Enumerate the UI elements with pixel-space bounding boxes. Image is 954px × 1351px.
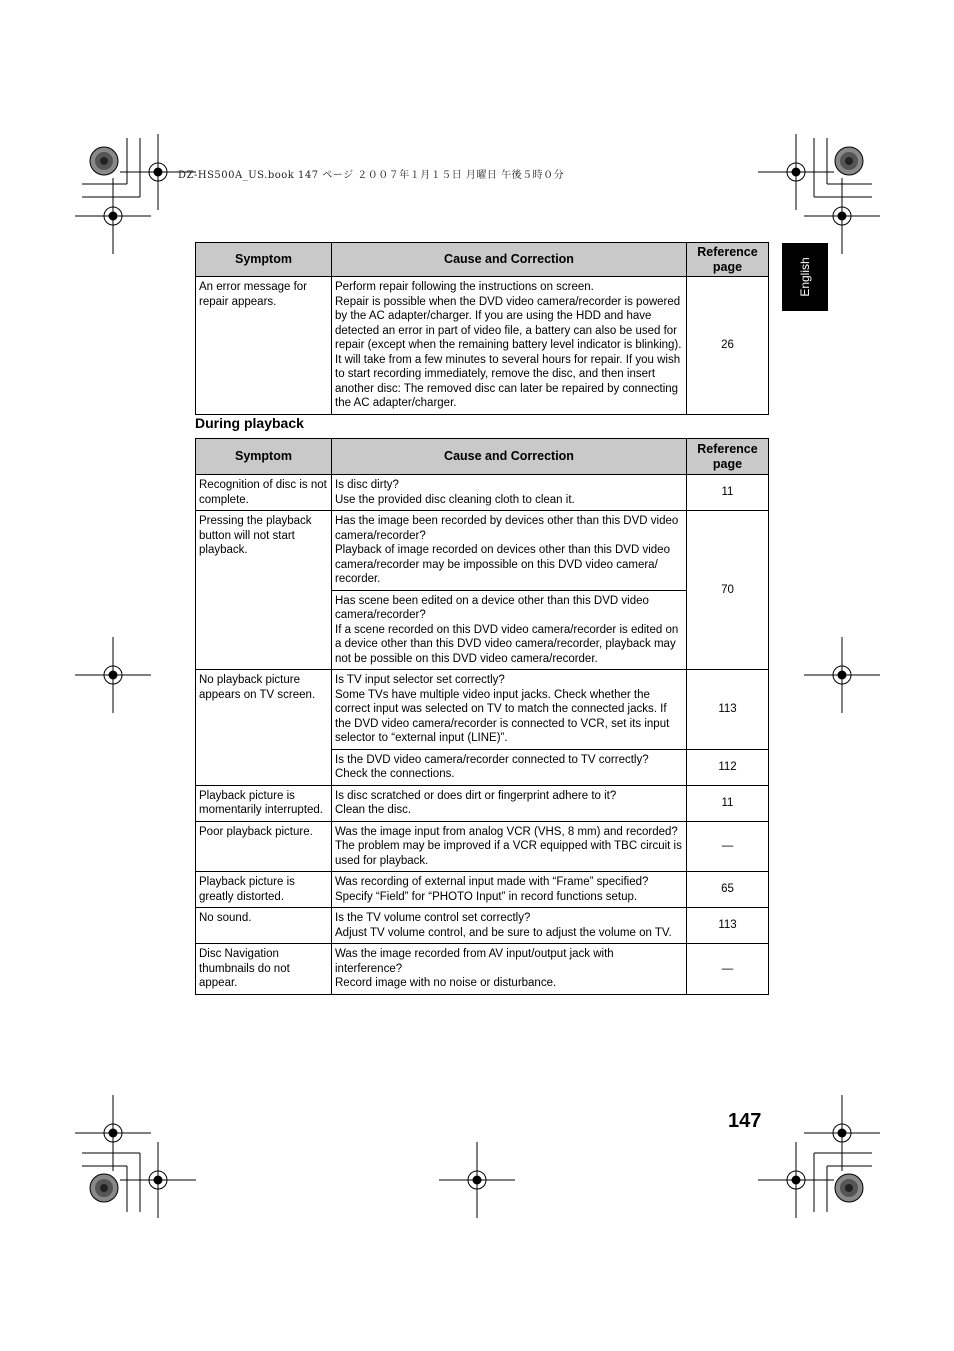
cause-cell: Has scene been edited on a device other than this DVD video camera/recorder? If a scene recorded on this DVD video camera/recorder is edited on a device other than this DVD video camera/recorder, playback may not be possible on this DVD video camera/recorder. [332,590,687,670]
cause-cell: Is the DVD video camera/recorder connected to TV correctly? Check the connections. [332,749,687,785]
cause-cell: Perform repair following the instructions on screen. Repair is possible when the DVD video camera/recorder is powered by the AC adapter/charger. If you are using the HDD and have detected an error in part of video file, a battery can also be used for repair (except when the remaining battery level indicator is blinking). It will take from a few minutes to several hours for repair. If you wish to start recording immediately, remove the disc, and then insert another disc: The removed disc can later be repaired by connecting the AC adapter/charger. [332,277,687,415]
symptom-cell: Recognition of disc is not complete. [196,475,332,511]
language-tab-label: English [798,257,812,297]
cause-cell: Was the image input from analog VCR (VHS, 8 mm) and recorded? The problem may be improved if a VCR equipped with TBC circuit is used for playback. [332,821,687,872]
table-row [196,872,769,908]
symptom-cell: An error message for repair appears. [196,277,332,415]
reference-cell: 11 [687,785,769,821]
symptom-cell: No sound. [196,908,332,944]
section-title: During playback [195,415,304,431]
page-number: 147 [728,1110,762,1132]
col-header-cause: Cause and Correction [332,243,687,277]
cause-cell: Was the image recorded from AV input/output jack with interference? Record image with no noise or disturbance. [332,944,687,995]
reference-cell: 112 [687,749,769,785]
table-row [196,670,769,750]
symptom-cell: Playback picture is momentarily interrupted. [196,785,332,821]
cause-cell: Is disc dirty? Use the provided disc cleaning cloth to clean it. [332,475,687,511]
col-header-symptom: Symptom [196,243,332,277]
cause-cell: Is TV input selector set correctly? Some TVs have multiple video input jacks. Check whether the correct input was selected on TV to match the connected jacks. If the DVD video camera/recorder is connected to VCR, set its input selector to “external input (LINE)”. [332,670,687,750]
table-row [196,785,769,821]
troubleshooting-table-general [195,242,769,415]
reference-cell: 113 [687,908,769,944]
cause-cell: Has the image been recorded by devices other than this DVD video camera/recorder? Playback of image recorded on devices other than this DVD video camera/recorder may be impossible on this DVD video camera/ recorder. [332,511,687,591]
symptom-cell: Pressing the playback button will not start playback. [196,511,332,670]
table-row [196,277,769,415]
col-header-symptom: Symptom [196,439,332,475]
symptom-cell: Poor playback picture. [196,821,332,872]
cause-cell: Is disc scratched or does dirt or fingerprint adhere to it? Clean the disc. [332,785,687,821]
language-tab [782,243,828,311]
col-header-cause: Cause and Correction [332,439,687,475]
troubleshooting-table-playback [195,438,769,995]
cause-cell: Is the TV volume control set correctly? Adjust TV volume control, and be sure to adjust the volume on TV. [332,908,687,944]
cause-cell: Was recording of external input made with “Frame” specified? Specify “Field” for “PHOTO Input” in record functions setup. [332,872,687,908]
reference-cell: 70 [687,511,769,670]
symptom-cell: Playback picture is greatly distorted. [196,872,332,908]
symptom-cell: Disc Navigation thumbnails do not appear. [196,944,332,995]
print-header: DZ-HS500A_US.book 147 ページ ２００７年１月１５日 月曜日 午後５時０分 [178,170,565,181]
table-row [196,821,769,872]
table-row [196,908,769,944]
reference-cell: 65 [687,872,769,908]
reference-cell: 11 [687,475,769,511]
table-row [196,511,769,591]
table-row [196,944,769,995]
symptom-cell: No playback picture appears on TV screen. [196,670,332,786]
table-row [196,475,769,511]
reference-cell: 26 [687,277,769,415]
reference-cell: — [687,821,769,872]
reference-cell: — [687,944,769,995]
col-header-reference: Reference page [687,243,769,277]
col-header-reference: Reference page [687,439,769,475]
reference-cell: 113 [687,670,769,750]
